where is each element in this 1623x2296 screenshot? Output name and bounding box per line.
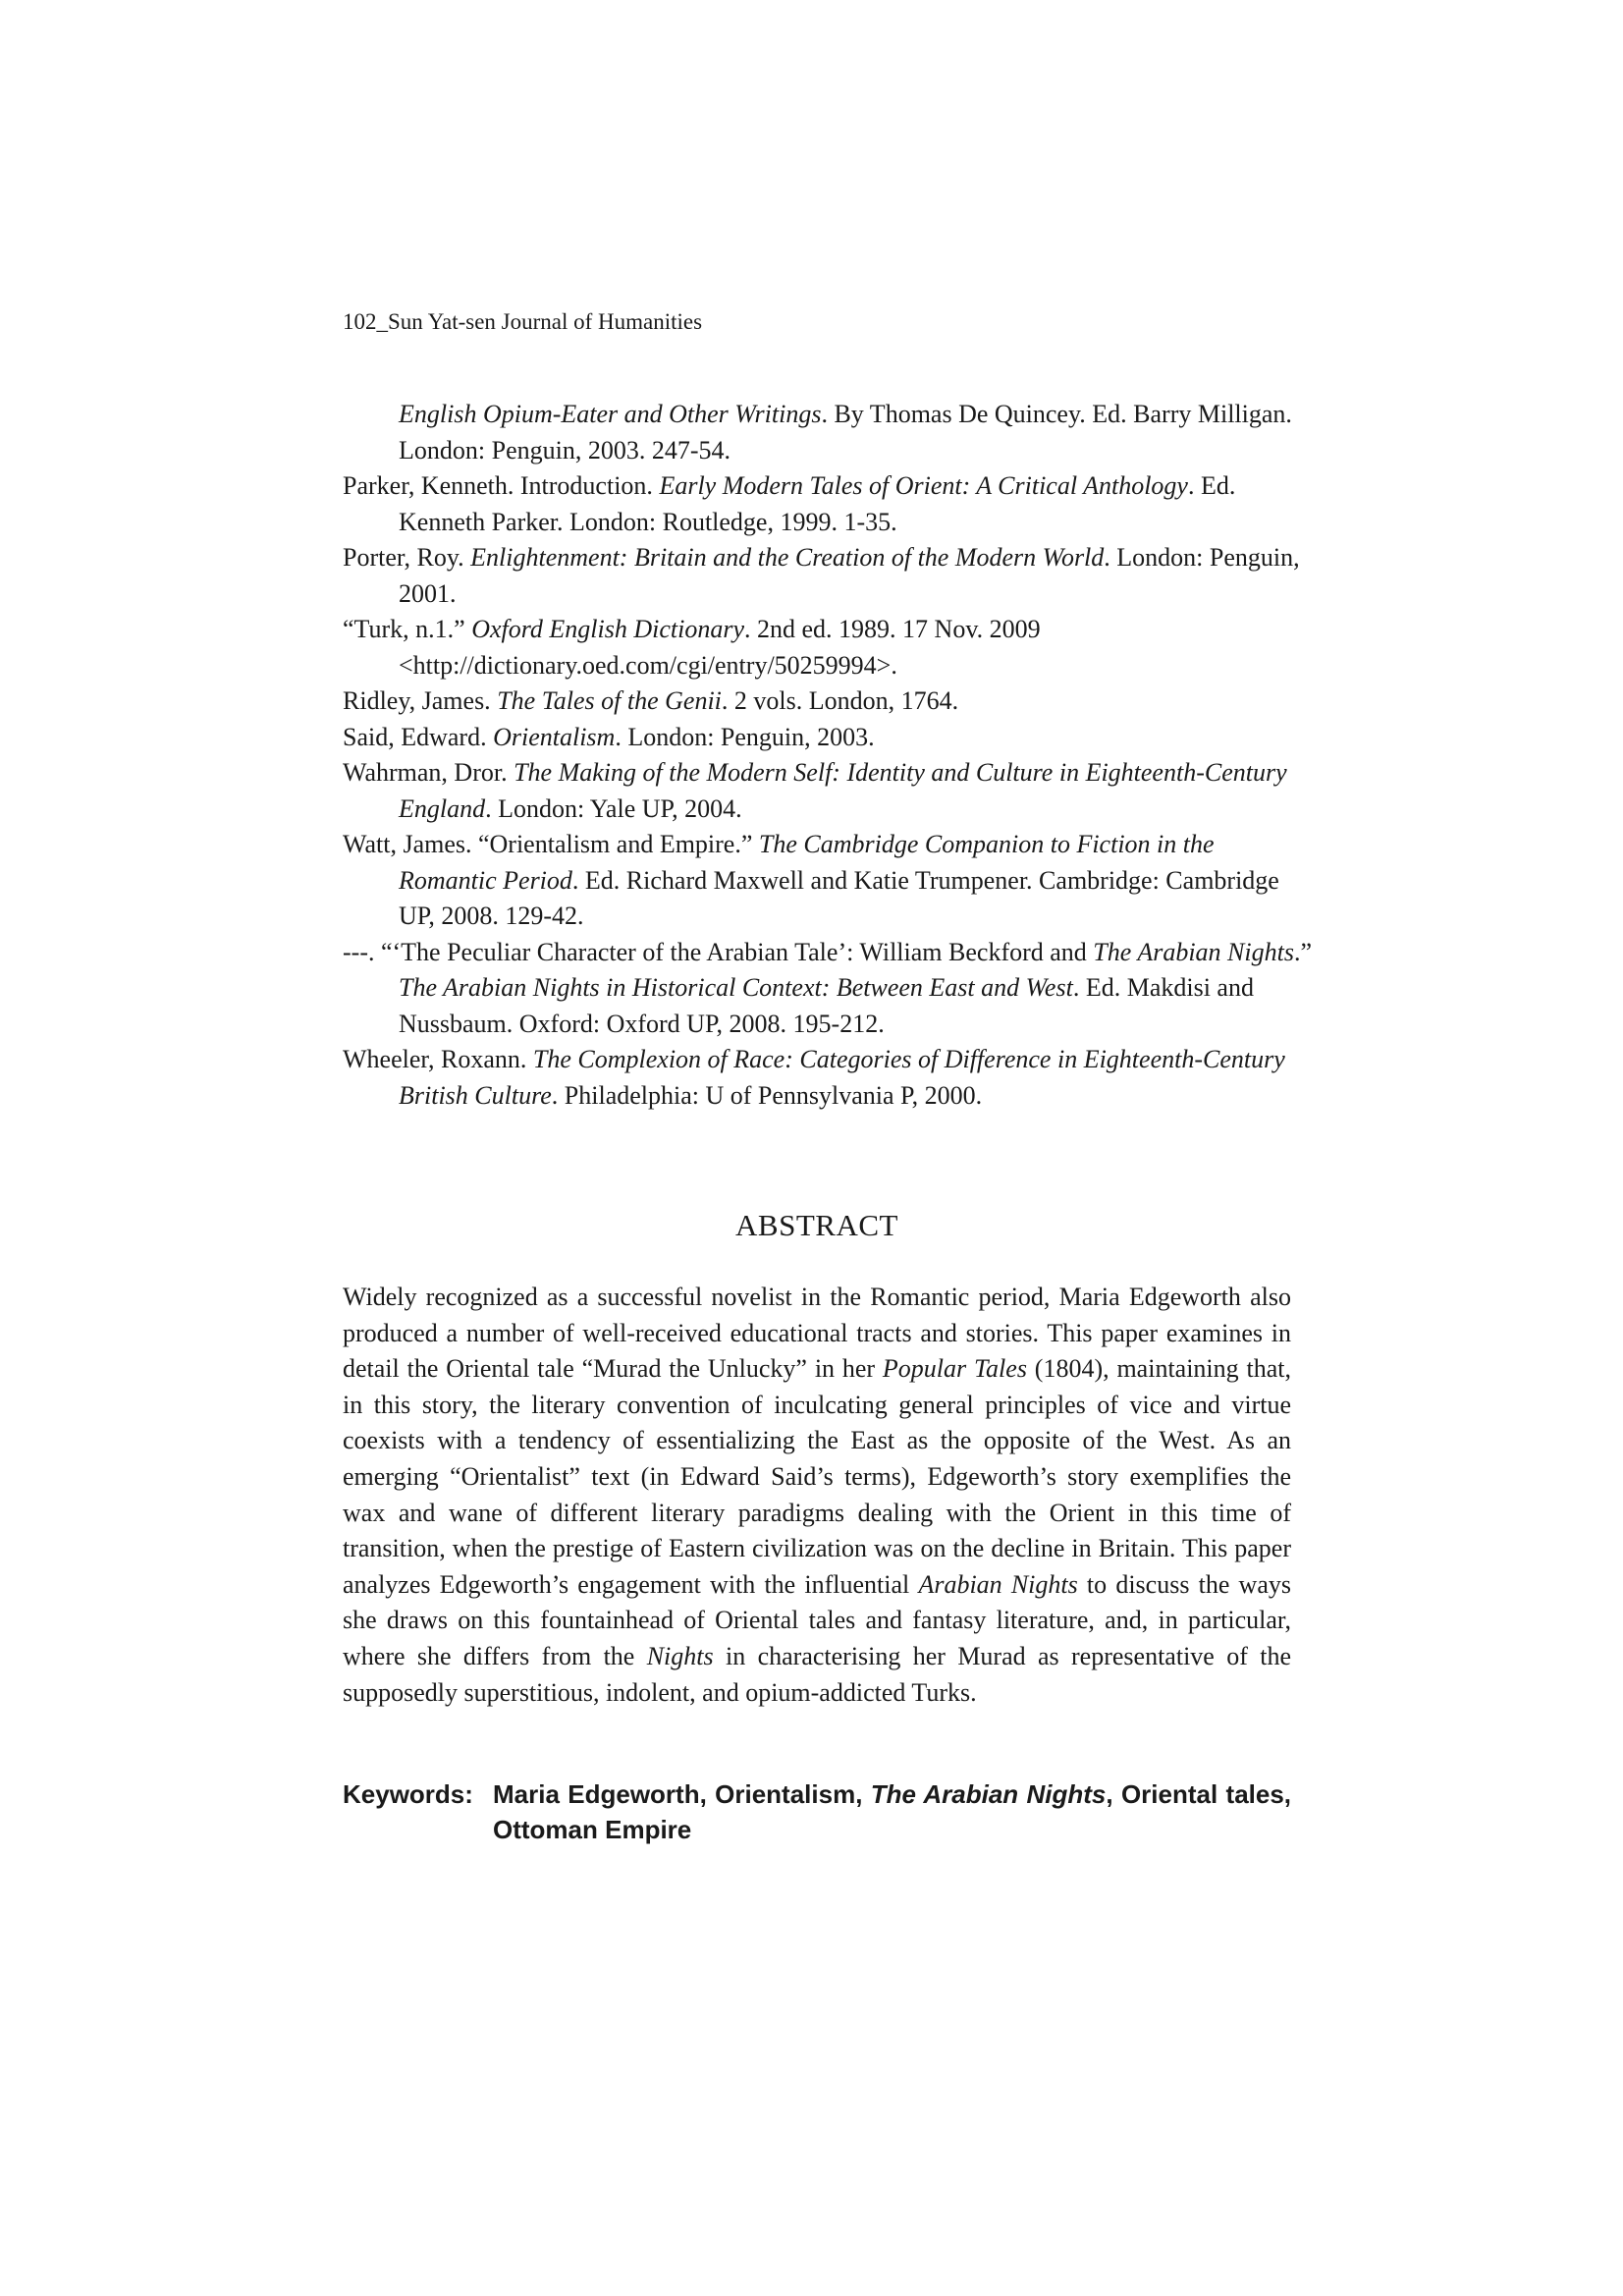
- italic-title: Enlightenment: Britain and the Creation of the Modern World: [470, 543, 1105, 572]
- keywords: [343, 1777, 1291, 1847]
- text-run: . Philadelphia: U of Pennsylvania P, 2000.: [551, 1080, 983, 1110]
- text-run: . Ed. Kenneth Parker. London: Routledge, 1999. 1-35.: [399, 471, 1236, 536]
- reference-entry: [343, 397, 1315, 468]
- text-run: Widely recognized as a successful novelist in the Romantic period, Maria Edgeworth also produced a number of well-received educational tracts and stories. This paper examines in detail the Oriental tale “Murad the Unlucky” in her: [343, 1283, 1291, 1384]
- text-run: Wahrman, Dror.: [343, 758, 514, 787]
- italic-title: The Arabian Nights: [870, 1779, 1107, 1809]
- text-run: . London: Penguin, 2003.: [615, 722, 875, 751]
- keywords-list: [493, 1777, 1291, 1847]
- text-run: . London: Yale UP, 2004.: [485, 793, 742, 823]
- text-run: Porter, Roy.: [343, 543, 471, 572]
- italic-title: Nights: [646, 1641, 714, 1670]
- reference-entry: [343, 612, 1315, 683]
- reference-entry: [343, 1042, 1315, 1114]
- text-run: Wheeler, Roxann.: [343, 1045, 533, 1073]
- text-run: to discuss the ways she draws on this fountainhead of Oriental tales and fantasy literature, and, in particular, where she differs from the: [343, 1569, 1291, 1670]
- text-run: Maria Edgeworth, Orientalism,: [493, 1779, 871, 1809]
- italic-title: English Opium-Eater and Other Writings: [399, 400, 822, 428]
- italic-title: Popular Tales: [882, 1354, 1027, 1384]
- italic-title: The Arabian Nights in Historical Context: Between East and West: [399, 973, 1073, 1002]
- text-run: . 2nd ed. 1989. 17 Nov. 2009 <http://dictionary.oed.com/cgi/entry/50259994>.: [399, 615, 1041, 680]
- reference-entry: [343, 827, 1315, 935]
- italic-title: The Arabian Nights: [1093, 937, 1294, 966]
- text-run: “Turk, n.1.”: [343, 615, 472, 643]
- italic-title: Orientalism: [493, 722, 616, 751]
- italic-title: Early Modern Tales of Orient: A Critical Anthology: [659, 471, 1188, 500]
- references-list: [343, 397, 1315, 1114]
- abstract-body: [343, 1280, 1291, 1711]
- text-run: . By Thomas De Quincey. Ed. Barry Milligan. London: Penguin, 2003. 247-54.: [399, 400, 1292, 465]
- text-run: . London: Penguin, 2001.: [399, 543, 1300, 608]
- text-run: Parker, Kenneth. Introduction.: [343, 471, 660, 500]
- text-run: , Oriental tales, Ottoman Empire: [493, 1779, 1292, 1844]
- reference-entry: [343, 540, 1315, 612]
- italic-title: Arabian Nights: [918, 1569, 1078, 1599]
- text-run: Ridley, James.: [343, 686, 498, 715]
- italic-title: The Making of the Modern Self: Identity and Culture in Eighteenth-Century England: [399, 758, 1287, 823]
- italic-title: The Complexion of Race: Categories of Difference in Eighteenth-Century British Culture: [399, 1045, 1285, 1110]
- text-run: . 2 vols. London, 1764.: [721, 686, 959, 715]
- text-run: . Ed. Makdisi and Nussbaum. Oxford: Oxford UP, 2008. 195-212.: [399, 973, 1254, 1038]
- reference-entry: [343, 935, 1315, 1043]
- italic-title: Oxford English Dictionary: [471, 615, 745, 643]
- text-run: . Ed. Richard Maxwell and Katie Trumpener. Cambridge: Cambridge UP, 2008. 129-42.: [399, 865, 1279, 930]
- running-head: 102_Sun Yat-sen Journal of Humanities: [343, 309, 703, 334]
- italic-title: The Tales of the Genii: [497, 686, 722, 715]
- text-run: Said, Edward.: [343, 722, 494, 751]
- text-run: ---. “‘The Peculiar Character of the Arabian Tale’: William Beckford and: [343, 937, 1094, 966]
- abstract-title: ABSTRACT: [735, 1208, 898, 1242]
- keywords-label: Keywords:: [343, 1779, 473, 1809]
- italic-title: The Cambridge Companion to Fiction in the Romantic Period: [399, 830, 1215, 895]
- text-run: Watt, James. “Orientalism and Empire.”: [343, 830, 759, 858]
- reference-entry: [343, 683, 1315, 720]
- text-run: in characterising her Murad as representative of the supposedly superstitious, indolent, and opium-addicted Turks.: [343, 1641, 1291, 1707]
- text-run: .”: [1293, 937, 1313, 966]
- reference-entry: [343, 468, 1315, 540]
- text-run: (1804), maintaining that, in this story, the literary convention of inculcating general principles of vice and virtue coexists with a tendency of essentializing the East as the opposite of the West. As an emerging “Orientalist” text (in Edward Said’s terms), Edgeworth’s story exemplifies the wax and wane of different literary paradigms dealing with the Orient in this time of transition, when the prestige of Eastern civilization was on the decline in Britain. This paper analyzes Edgeworth’s engagement with the influential: [343, 1354, 1291, 1599]
- reference-entry: [343, 720, 1315, 756]
- reference-entry: [343, 755, 1315, 827]
